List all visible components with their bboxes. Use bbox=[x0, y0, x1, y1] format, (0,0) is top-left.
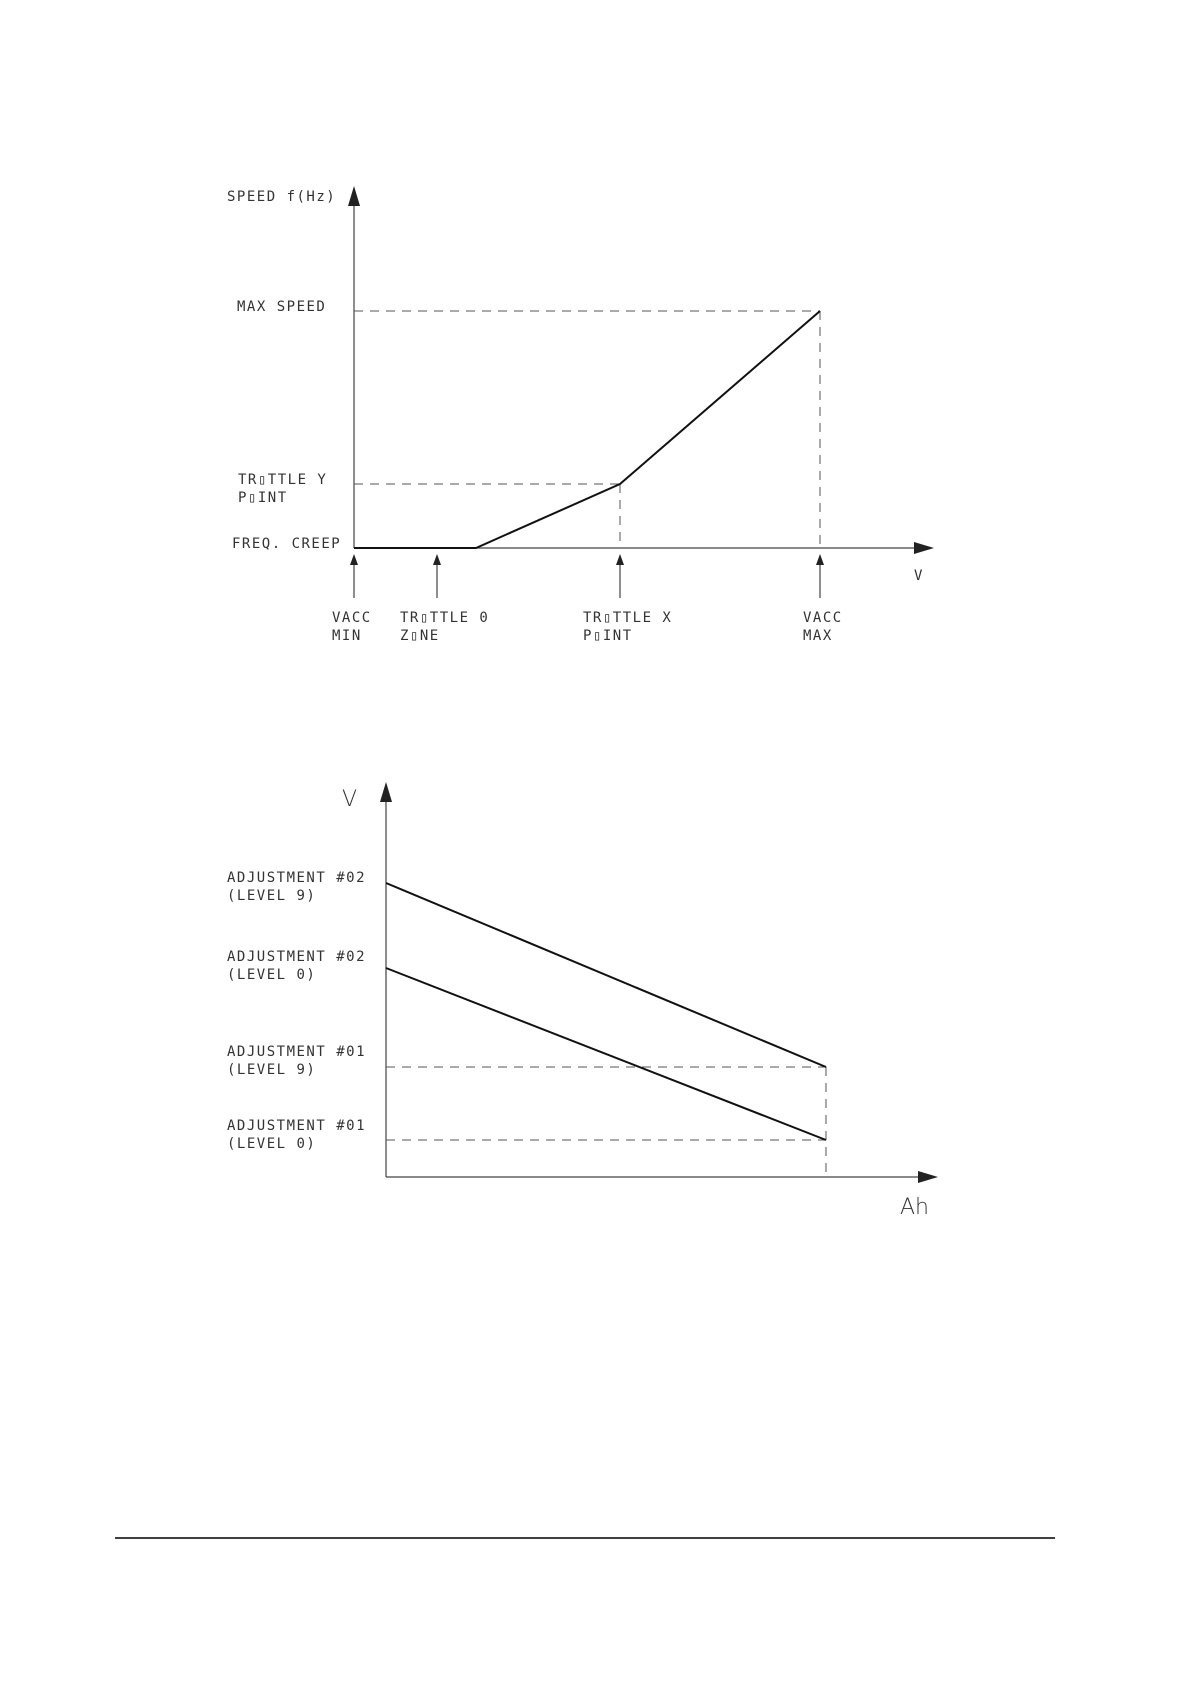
adj02-level9-label-line2: (LEVEL 9) bbox=[227, 888, 317, 904]
voltage-diagram bbox=[227, 782, 938, 1220]
level9-line bbox=[386, 883, 826, 1067]
adj01-level0-label-line1: ADJUSTMENT #01 bbox=[227, 1118, 367, 1134]
throttle-y-label-line1: TR▯TTLE Y bbox=[238, 472, 328, 488]
throttle-x-label-line1: TR▯TTLE X bbox=[583, 610, 673, 626]
vacc-max-label-line1: VACC bbox=[803, 610, 843, 626]
adj02-level0-label-line2: (LEVEL 0) bbox=[227, 967, 317, 983]
speed-diagram bbox=[227, 186, 934, 644]
speed-x-axis-arrow bbox=[914, 542, 934, 554]
throttle-0-label-line2: Z▯NE bbox=[400, 628, 440, 644]
throttle-y-label-line2: P▯INT bbox=[238, 490, 288, 506]
freq-creep-label: FREQ. CREEP bbox=[232, 536, 342, 552]
speed-y-axis-arrow bbox=[348, 186, 360, 206]
throttle-0-pointer-head bbox=[433, 554, 441, 565]
level0-line bbox=[386, 968, 826, 1140]
throttle-x-pointer-head bbox=[616, 554, 624, 565]
speed-axis-title: SPEED f(Hz) bbox=[227, 189, 337, 205]
voltage-axis-title: V bbox=[342, 787, 358, 812]
speed-x-axis-title: V bbox=[914, 568, 924, 584]
adj02-level9-label-line1: ADJUSTMENT #02 bbox=[227, 870, 367, 886]
vacc-max-label-line2: MAX bbox=[803, 628, 833, 644]
voltage-y-axis-arrow bbox=[380, 782, 392, 802]
adj01-level9-label-line1: ADJUSTMENT #01 bbox=[227, 1044, 367, 1060]
speed-curve bbox=[354, 311, 820, 548]
adj02-level0-label-line1: ADJUSTMENT #02 bbox=[227, 949, 367, 965]
vacc-min-pointer-head bbox=[350, 554, 358, 565]
vacc-min-label-line1: VACC bbox=[332, 610, 372, 626]
voltage-x-axis-arrow bbox=[918, 1171, 938, 1183]
throttle-0-label-line1: TR▯TTLE 0 bbox=[400, 610, 490, 626]
ah-axis-title: Ah bbox=[900, 1195, 929, 1220]
vacc-max-pointer-head bbox=[816, 554, 824, 565]
throttle-x-label-line2: P▯INT bbox=[583, 628, 633, 644]
adj01-level9-label-line2: (LEVEL 9) bbox=[227, 1062, 317, 1078]
vacc-min-label-line2: MIN bbox=[332, 628, 362, 644]
max-speed-label: MAX SPEED bbox=[237, 299, 327, 315]
adj01-level0-label-line2: (LEVEL 0) bbox=[227, 1136, 317, 1152]
